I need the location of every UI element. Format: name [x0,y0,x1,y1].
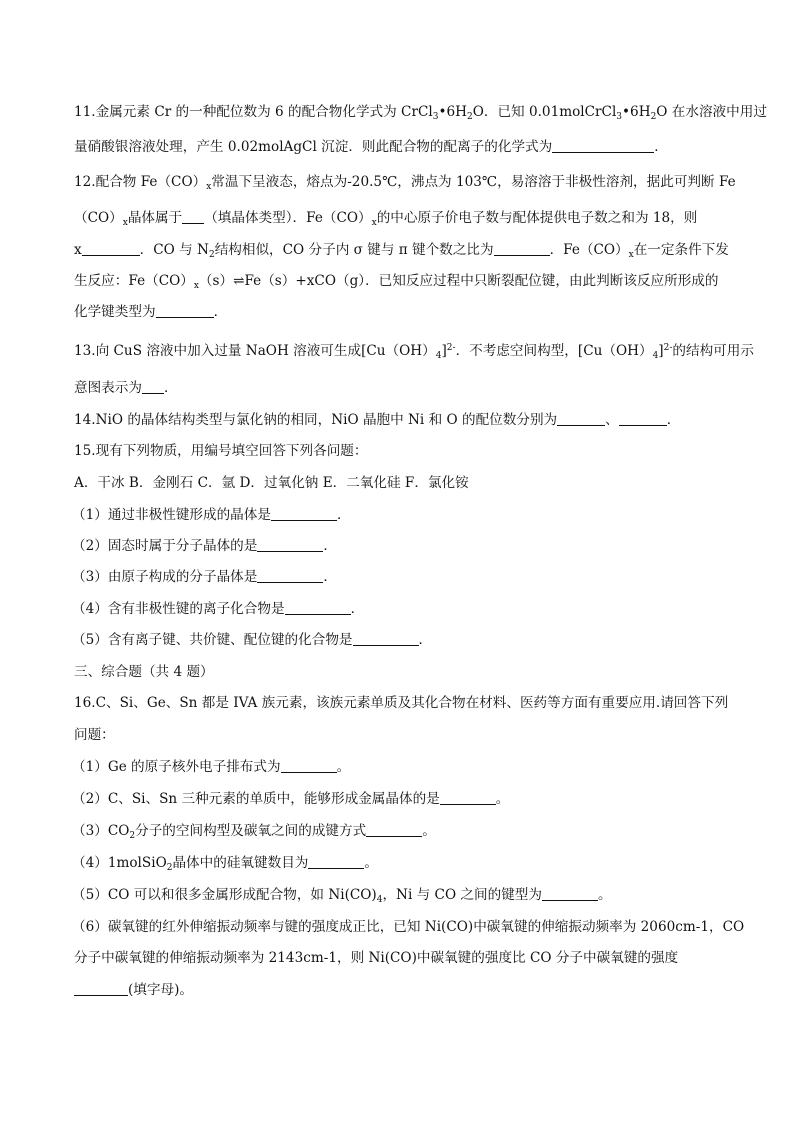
q15-intro: 15.现有下列物质，用编号填空回答下列各问题： [74,443,368,459]
q12-line-5: 化学键类型为 ． [74,304,228,320]
answer-blank[interactable] [557,411,605,426]
q16-part-1: （1）Ge 的原子核外电子排布式为 。 [72,759,351,775]
q15-part-3: （3）由原子构成的分子晶体是 ． [72,569,337,585]
q13-line-2: 意图表示为 ． [74,380,178,396]
q13-line-1: 13.向 CuS 溶液中加入过量 NaOH 溶液可生成$[Cu(OH)_4]^{2-}$．不考虑空间构型，$[Cu(OH)_4]^{2-}$的结构可用示 [74,343,754,361]
q16-part-4: （4）1molSiO$_2$晶体中的硅氧键数目为 。 [72,855,378,873]
section-heading: 三、综合题（共 4 题） [74,664,214,680]
answer-blank[interactable] [257,537,323,552]
q12-line-4: 生反应：$Fe(CO)_x(s)\rightleftharpoons Fe(s)+xCO(g)$．已知反应过程中只断裂配位键，由此判断该反应所形成的 [74,273,719,291]
q12-line-3: x ．CO 与 $N_2$结构相似，CO 分子内 σ 键与 π 键个数之比为 ．$Fe(CO)_x$在一定条件下发 [74,242,729,260]
q16-line-2: 问题： [74,727,115,743]
q16-part-6-line-1: （6）碳氧键的红外伸缩振动频率与键的强度成正比，已知 Ni(CO)中碳氧键的伸缩振动频率为 2060cm-1，CO [72,919,745,935]
q16-part-6-line-2: 分子中碳氧键的伸缩振动频率为 2143cm-1，则 Ni(CO)中碳氧键的强度比 CO 分子中碳氧键的强度 [74,950,679,966]
answer-blank[interactable] [542,886,598,901]
q16-part-5: （5）CO 可以和很多金属形成配合物，如 $Ni(CO)_4$，Ni 与 CO 之间的键型为 。 [72,887,612,905]
q16-part-6-line-3: (填字母)。 [74,980,724,1000]
q11-line-1: 11.金属元素 Cr 的一种配位数为 6 的配合物化学式为 $CrCl_3•6H_2O$．已知 $0.01molCrCl_3•6H_2O$ 在水溶液中用过 [74,104,767,122]
q16-part-3: $(3)CO_2$分子的空间构型及碳氧之间的成键方式 。 [72,823,436,841]
answer-blank[interactable] [82,241,140,256]
answer-blank[interactable] [494,241,550,256]
answer-blank[interactable] [619,411,667,426]
answer-blank[interactable] [366,822,422,837]
q12-line-2: $(CO)_x$晶体属于 （填晶体类型）．$Fe(CO)_x$的中心原子价电子数与配体提供电子数之和为 18，则 [74,210,698,228]
q14-line-1: 14.NiO 的晶体结构类型与氯化钠的相同，NiO 晶胞中 Ni 和 O 的配位数分别为 、 ． [74,412,681,428]
q15-part-4: （4）含有非极性键的离子化合物是 ． [72,601,365,617]
answer-blank[interactable] [156,303,214,318]
answer-blank[interactable] [440,790,496,805]
q12-line-1: 12.配合物 $Fe(CO)_x$常温下呈液态，熔点为-20.5℃，沸点为 103℃，易溶溶于非极性溶剂，据此可判断 Fe [74,174,736,192]
q11-line-2: 量硝酸银溶液处理，产生 0.02molAgCl 沉淀．则此配合物的配离子的化学式为 ． [74,139,668,155]
answer-blank[interactable] [142,379,164,394]
q16-line-1: 16.C、Si、Ge、Sn 都是 IVA 族元素，该族元素单质及其化合物在材料、医药等方面有重要应用.请回答下列 [74,695,729,711]
q15-part-2: （2）固态时属于分子晶体的是 ． [72,538,337,554]
answer-blank[interactable] [271,506,337,521]
answer-blank[interactable] [285,600,351,615]
answer-blank[interactable] [74,981,128,996]
q15-part-1: （1）通过非极性键形成的晶体是 ． [72,507,351,523]
answer-blank[interactable] [308,854,364,869]
answer-blank[interactable] [182,209,204,224]
q15-part-5: （5）含有离子键、共价键、配位键的化合物是 ． [72,632,433,648]
q16-part-2: （2）C、Si、Sn 三种元素的单质中，能够形成金属晶体的是 。 [72,791,510,807]
answer-blank[interactable] [353,631,419,646]
answer-blank[interactable] [257,568,323,583]
answer-blank[interactable] [552,138,654,153]
answer-blank[interactable] [281,758,337,773]
q15-options: A．干冰 B．金刚石 C．氩 D．过氧化钠 E．二氧化硅 F．氯化铵 [74,475,469,491]
